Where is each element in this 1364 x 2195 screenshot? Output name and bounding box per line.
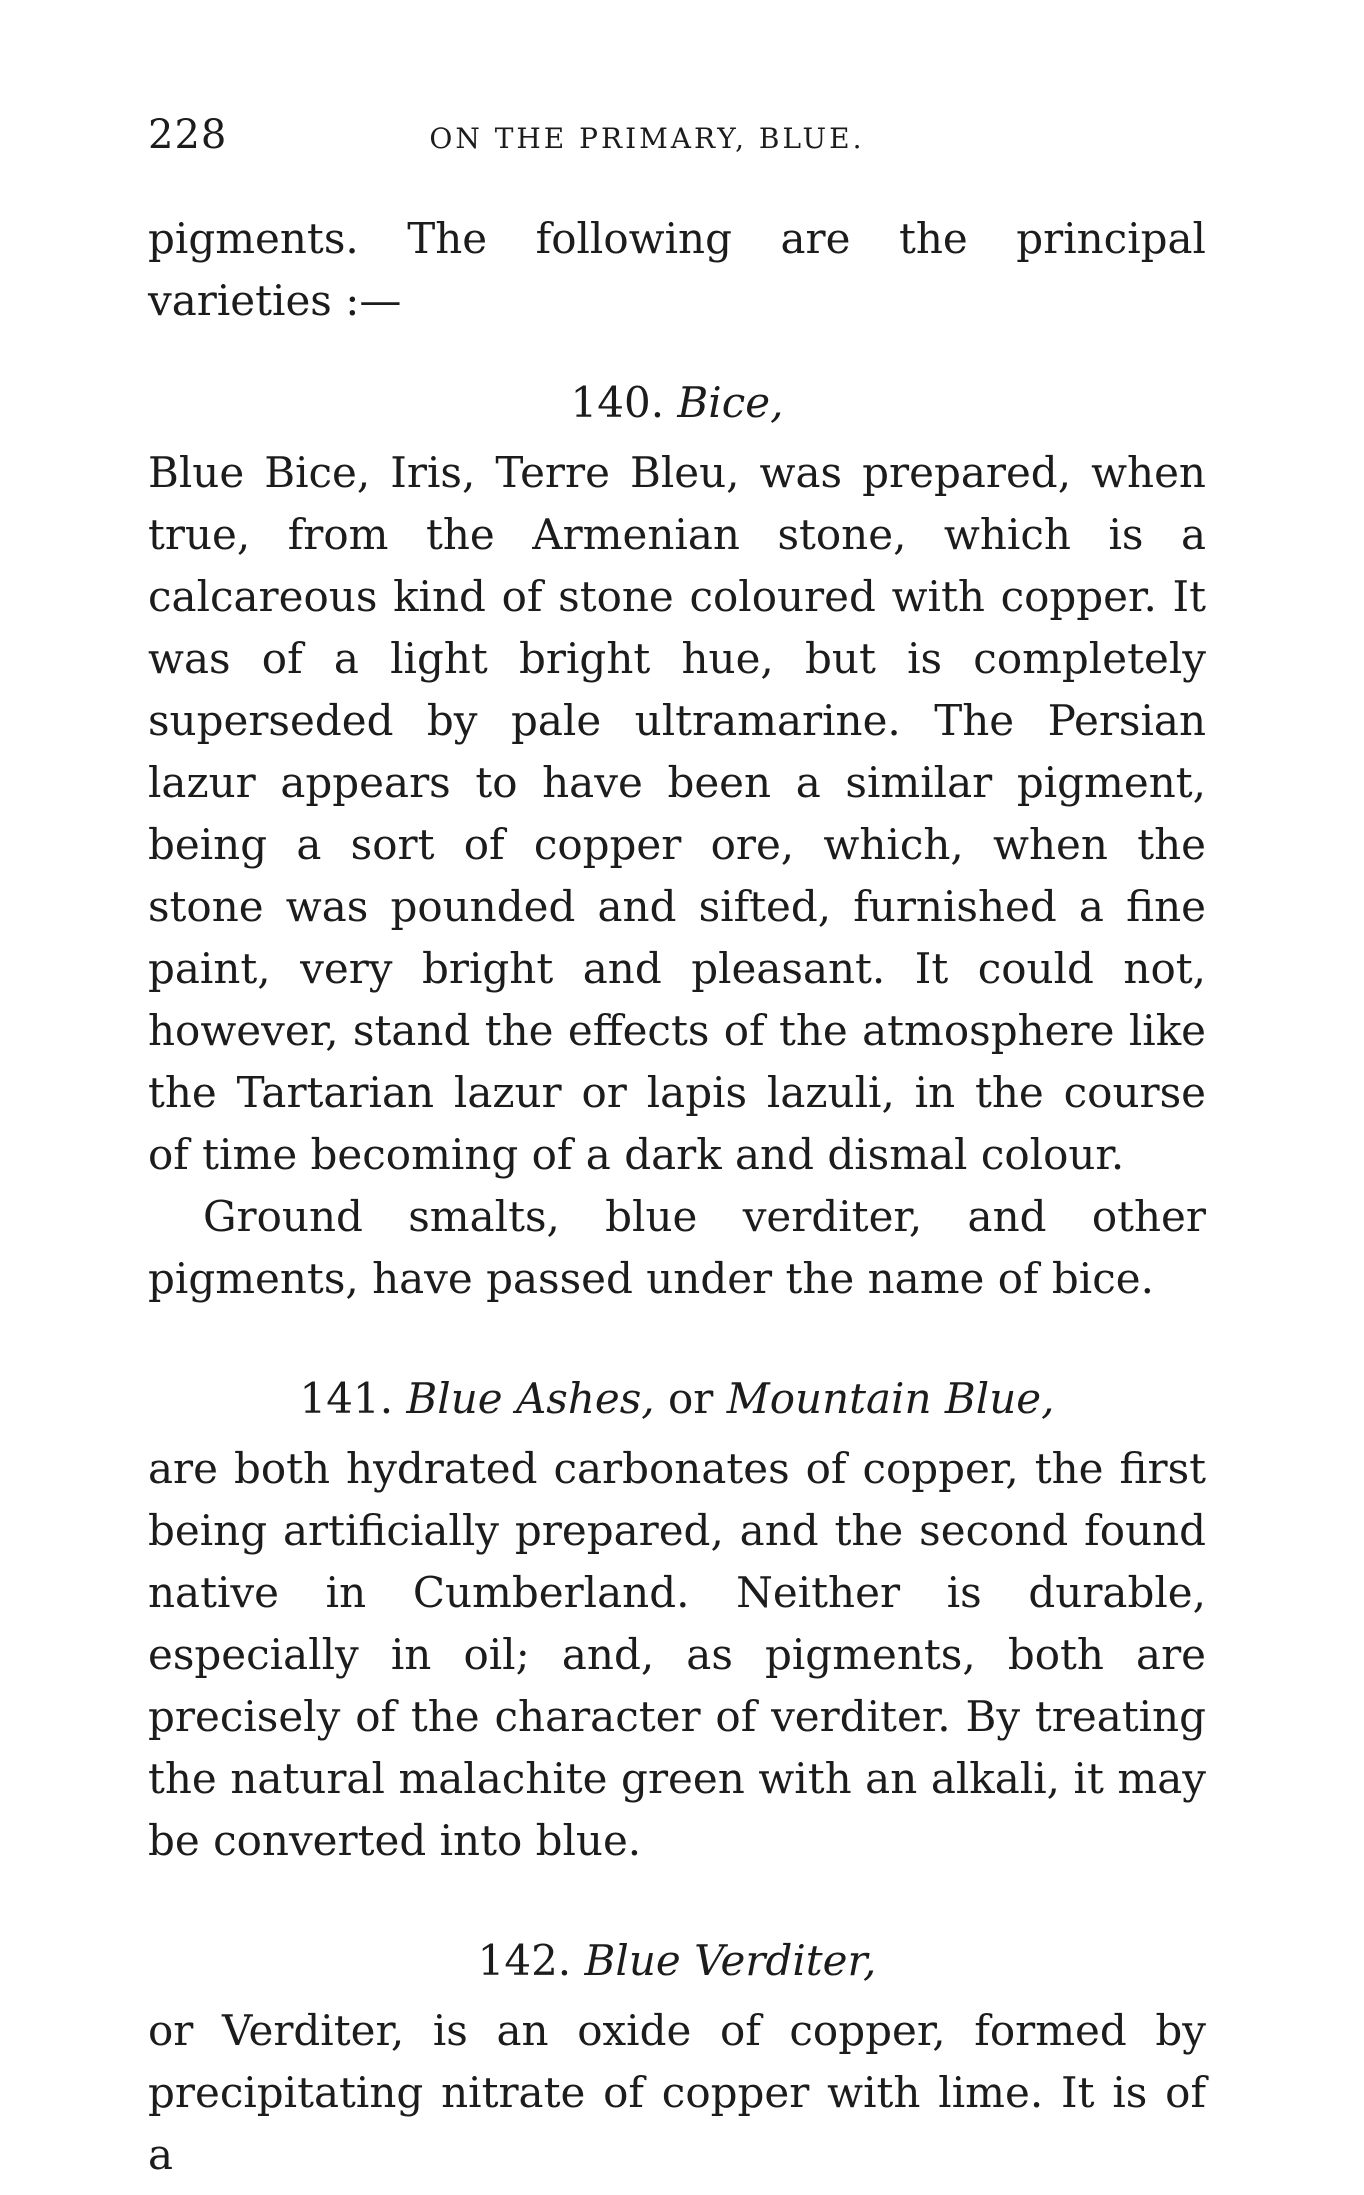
section-number: 142. <box>477 1936 572 1985</box>
paragraph: Blue Bice, Iris, Terre Bleu, was prepared, when true, from the Armenian stone, which is a calcareous kind of stone coloured with copper. It was of a light bright hue, but is completely superseded by pale ultramarine. The Persian lazur appears to have been a similar pigment, being a sort of copper ore, which, when the stone was pounded and sifted, furnished a fine paint, very bright and pleasant. It could not, however, stand the effects of the atmosphere like the Tartarian lazur or lapis lazuli, in the course of time becoming of a dark and dismal colour. <box>148 448 1206 1179</box>
paragraph: or Verditer, is an oxide of copper, formed by precipitating nitrate of copper with lime. It is of a <box>148 2006 1206 2179</box>
intro-paragraph: pigments. The following are the principal varieties :— <box>148 214 1206 325</box>
paragraph: Ground smalts, blue verditer, and other pigments, have passed under the name of bice. <box>148 1192 1206 1303</box>
running-head: ON THE PRIMARY, BLUE. <box>429 122 865 155</box>
section-number: 140. <box>570 378 665 427</box>
section-title: Bice, <box>677 378 784 427</box>
page-header <box>148 112 1206 172</box>
section-title: Mountain Blue, <box>726 1374 1055 1423</box>
section-title: Blue Ashes, <box>406 1374 655 1423</box>
book-page <box>148 112 1206 2186</box>
paragraph: are both hydrated carbonates of copper, the first being artificially prepared, and the second found native in Cumberland. Neither is durable, especially in oil; and, as pigments, both are precisely of the character of verditer. By treating the natural malachite green with an alkali, it may be converted into blue. <box>148 1444 1206 1865</box>
section-title: Blue Verditer, <box>584 1936 877 1985</box>
section-heading-140 <box>148 372 1206 434</box>
section-title-joiner: or <box>668 1374 714 1423</box>
section-number: 141. <box>299 1374 394 1423</box>
section-heading-141 <box>148 1368 1206 1430</box>
section-heading-142 <box>148 1930 1206 1992</box>
page-number: 228 <box>148 112 228 158</box>
